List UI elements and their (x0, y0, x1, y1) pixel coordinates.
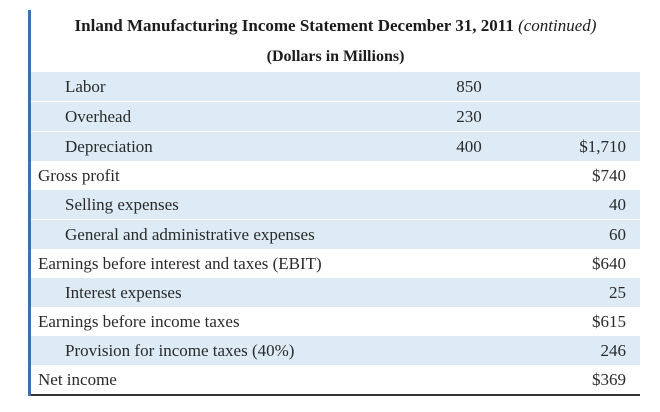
row-interest-expenses (31, 278, 640, 307)
row-labor (31, 72, 640, 101)
row-label: General and administrative expenses (65, 225, 315, 244)
statement-header (31, 10, 640, 72)
statement-title-suffix: (continued) (518, 16, 597, 35)
row-value-col2: $615 (592, 312, 626, 331)
row-income-tax-provision (31, 336, 640, 365)
row-value-col2: 60 (609, 225, 626, 244)
statement-subtitle: (Dollars in Millions) (266, 48, 405, 65)
row-label: Depreciation (65, 137, 153, 156)
row-value-col2: $1,710 (579, 137, 626, 156)
row-label: Interest expenses (65, 283, 182, 302)
row-value-col1: 400 (456, 137, 482, 156)
row-value-col2: 40 (609, 195, 626, 214)
statement-title-text: Inland Manufacturing Income Statement December 31, 2011 (74, 16, 514, 35)
statement-title (31, 10, 640, 41)
row-label: Selling expenses (65, 195, 179, 214)
row-selling-expenses (31, 190, 640, 219)
row-value-col2: 246 (600, 341, 626, 360)
row-value-col1: 850 (456, 77, 482, 96)
row-value-col1: 230 (456, 107, 482, 126)
row-earnings-before-taxes (31, 307, 640, 336)
row-depreciation (31, 131, 640, 161)
row-label: Earnings before income taxes (38, 312, 240, 331)
row-gross-profit (31, 161, 640, 190)
row-value-col2: $740 (592, 166, 626, 185)
row-label: Provision for income taxes (40%) (65, 341, 295, 360)
income-statement (28, 10, 640, 396)
row-label: Overhead (65, 107, 132, 126)
row-value-col2: $369 (592, 370, 626, 389)
row-value-col2: 25 (609, 283, 626, 302)
row-label: Earnings before interest and taxes (EBIT) (38, 254, 322, 273)
row-overhead (31, 101, 640, 131)
row-value-col2: $640 (592, 254, 626, 273)
row-label: Gross profit (38, 166, 120, 185)
row-general-admin-expenses (31, 219, 640, 249)
row-net-income (31, 365, 640, 394)
row-label: Net income (38, 370, 117, 389)
statement-rows (31, 72, 640, 396)
row-label: Labor (65, 77, 106, 96)
row-ebit (31, 249, 640, 278)
